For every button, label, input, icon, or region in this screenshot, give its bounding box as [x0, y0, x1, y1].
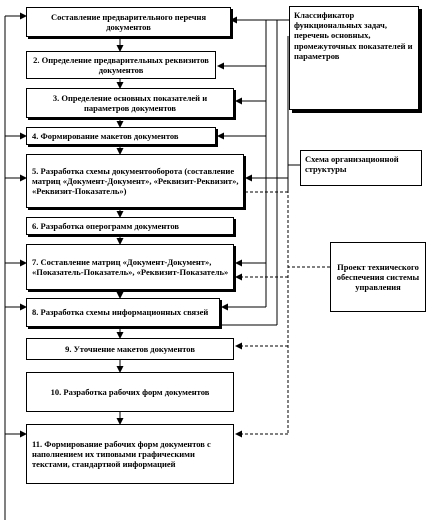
step-7-box — [26, 244, 234, 290]
classifier-box — [289, 6, 419, 110]
step-1-box — [26, 7, 231, 37]
org-scheme-box — [300, 150, 422, 186]
step-10-box — [26, 372, 234, 412]
step-8-label: 8. Разработка схемы информационных связей — [32, 307, 209, 318]
step-1-label: Составление предварительного перечня документов — [50, 11, 207, 32]
step-11-box — [26, 424, 234, 484]
step-8-box — [26, 298, 220, 327]
step-4-label: 4. Формирование макетов документов — [32, 130, 179, 141]
classifier-label: Классификатор функциональных задач, перечень основных, промежуточных показателей и параметров — [294, 10, 413, 61]
step-7-label: 7. Составление матриц «Документ-Документ», «Показатель-Показатель», «Реквизит-Показатель» — [32, 256, 229, 277]
step-6-box — [26, 217, 234, 235]
step-3-box — [26, 88, 234, 118]
tech-project-label: Проект технического обеспечения системы управления — [336, 261, 420, 293]
step-5-label: 5. Разработка схемы документооборота (составление матриц «Документ-Документ», «Реквизит-Реквизит», «Реквизит-Показатель») — [32, 165, 239, 196]
step-11-label: 11. Формирование рабочих форм документов с наполнением их типовыми графическими текстами, стандартной информацией — [32, 438, 211, 469]
step-9-label: 9. Уточнение макетов документов — [65, 343, 195, 354]
step-2-box — [26, 51, 216, 79]
step-5-box — [26, 154, 244, 208]
step-2-label: 2. Определение предварительных реквизитов документов — [33, 54, 209, 75]
step-4-box — [26, 127, 216, 145]
step-9-box — [26, 338, 234, 360]
step-6-label: 6. Разработка оперограмм документов — [32, 220, 179, 231]
tech-project-box — [330, 242, 426, 312]
org-scheme-label: Схема организационной структуры — [305, 154, 399, 175]
step-10-label: 10. Разработка рабочих форм документов — [50, 386, 210, 397]
step-3-label: 3. Определение основных показателей и параметров документов — [52, 92, 208, 113]
